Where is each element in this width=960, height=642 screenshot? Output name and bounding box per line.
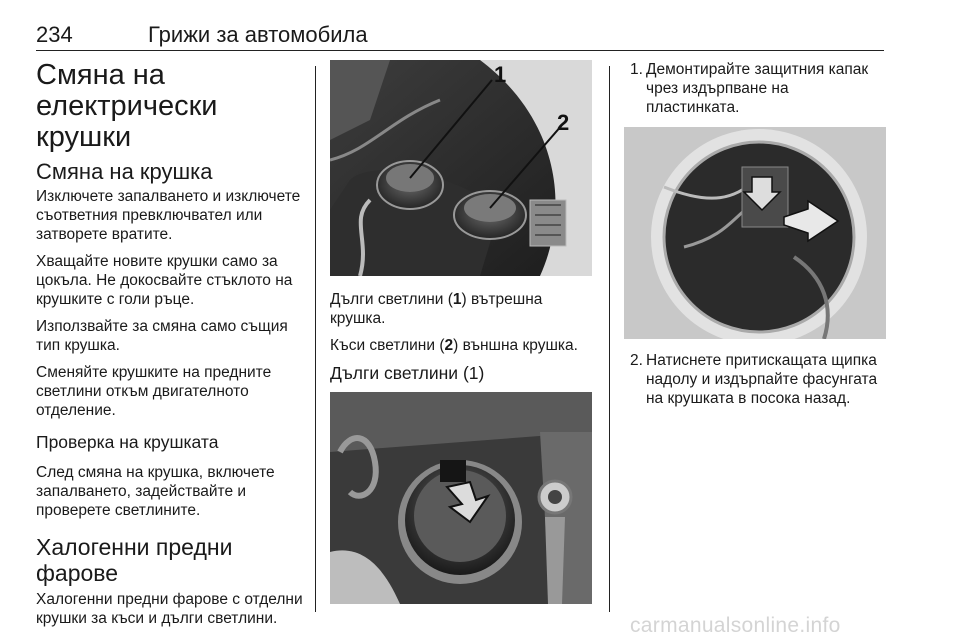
column-2 xyxy=(330,60,592,604)
main-heading: Смяна на електрически крушки xyxy=(36,59,218,153)
column-1 xyxy=(36,60,306,636)
caption-low-beam: Къси светлини (2) външна крушка. xyxy=(330,337,578,354)
page-number: 234 xyxy=(36,22,73,47)
callout-2: 2 xyxy=(557,110,570,135)
step-1-text: Демонтирайте защитния капак чрез издърпване на пластинката. xyxy=(646,61,869,116)
chapter-title: Грижи за автомобила xyxy=(148,22,368,47)
high-beam-heading: Дълги светлини (1) xyxy=(330,363,485,383)
protective-cover-illustration xyxy=(624,127,886,339)
paragraph-halogen: Халогенни предни фарове с отделни крушки за къси и дълги светлини. xyxy=(36,591,303,627)
step-2-number: 2. xyxy=(630,352,643,369)
bulb-cover-illustration xyxy=(330,392,592,604)
paragraph-check: След смяна на крушка, включете запалването, задействайте и проверете светлините. xyxy=(36,464,275,519)
watermark: carmanualsonline.info xyxy=(630,614,841,637)
sub-heading: Смяна на крушка xyxy=(36,159,213,184)
header-rule xyxy=(36,50,884,51)
callout-1: 1 xyxy=(494,62,507,87)
check-heading: Проверка на крушката xyxy=(36,432,219,452)
headlamp-rear-photo xyxy=(330,60,592,276)
step-1-number: 1. xyxy=(630,61,643,78)
step-2-text: Натиснете притискащата щипка надолу и издърпайте фасунгата на крушката в посока назад. xyxy=(646,352,878,407)
step-2 xyxy=(624,351,886,408)
page-header xyxy=(36,22,884,50)
paragraph-ignition: Изключете запалването и изключете съответния превключвател или затворете вратите. xyxy=(36,188,301,243)
column-divider-right xyxy=(609,66,610,612)
protective-cover-photo xyxy=(624,127,886,339)
headlamp-rear-illustration xyxy=(330,60,592,276)
column-divider-left xyxy=(315,66,316,612)
caption-high-beam: Дълги светлини (1) вътрешна крушка. xyxy=(330,291,543,327)
bulb-cover-photo xyxy=(330,392,592,604)
step-1 xyxy=(624,60,886,117)
paragraph-same-type: Използвайте за смяна само същия тип крушка. xyxy=(36,318,288,354)
halogen-heading: Халогенни предни фарове xyxy=(36,534,233,586)
column-3 xyxy=(624,60,886,418)
paragraph-handling: Хващайте новите крушки само за цокъла. Не докосвайте стъклото на крушките с голи ръце. xyxy=(36,253,293,308)
paragraph-engine-bay: Сменяйте крушките на предните светлини откъм двигателното отделение. xyxy=(36,364,272,419)
